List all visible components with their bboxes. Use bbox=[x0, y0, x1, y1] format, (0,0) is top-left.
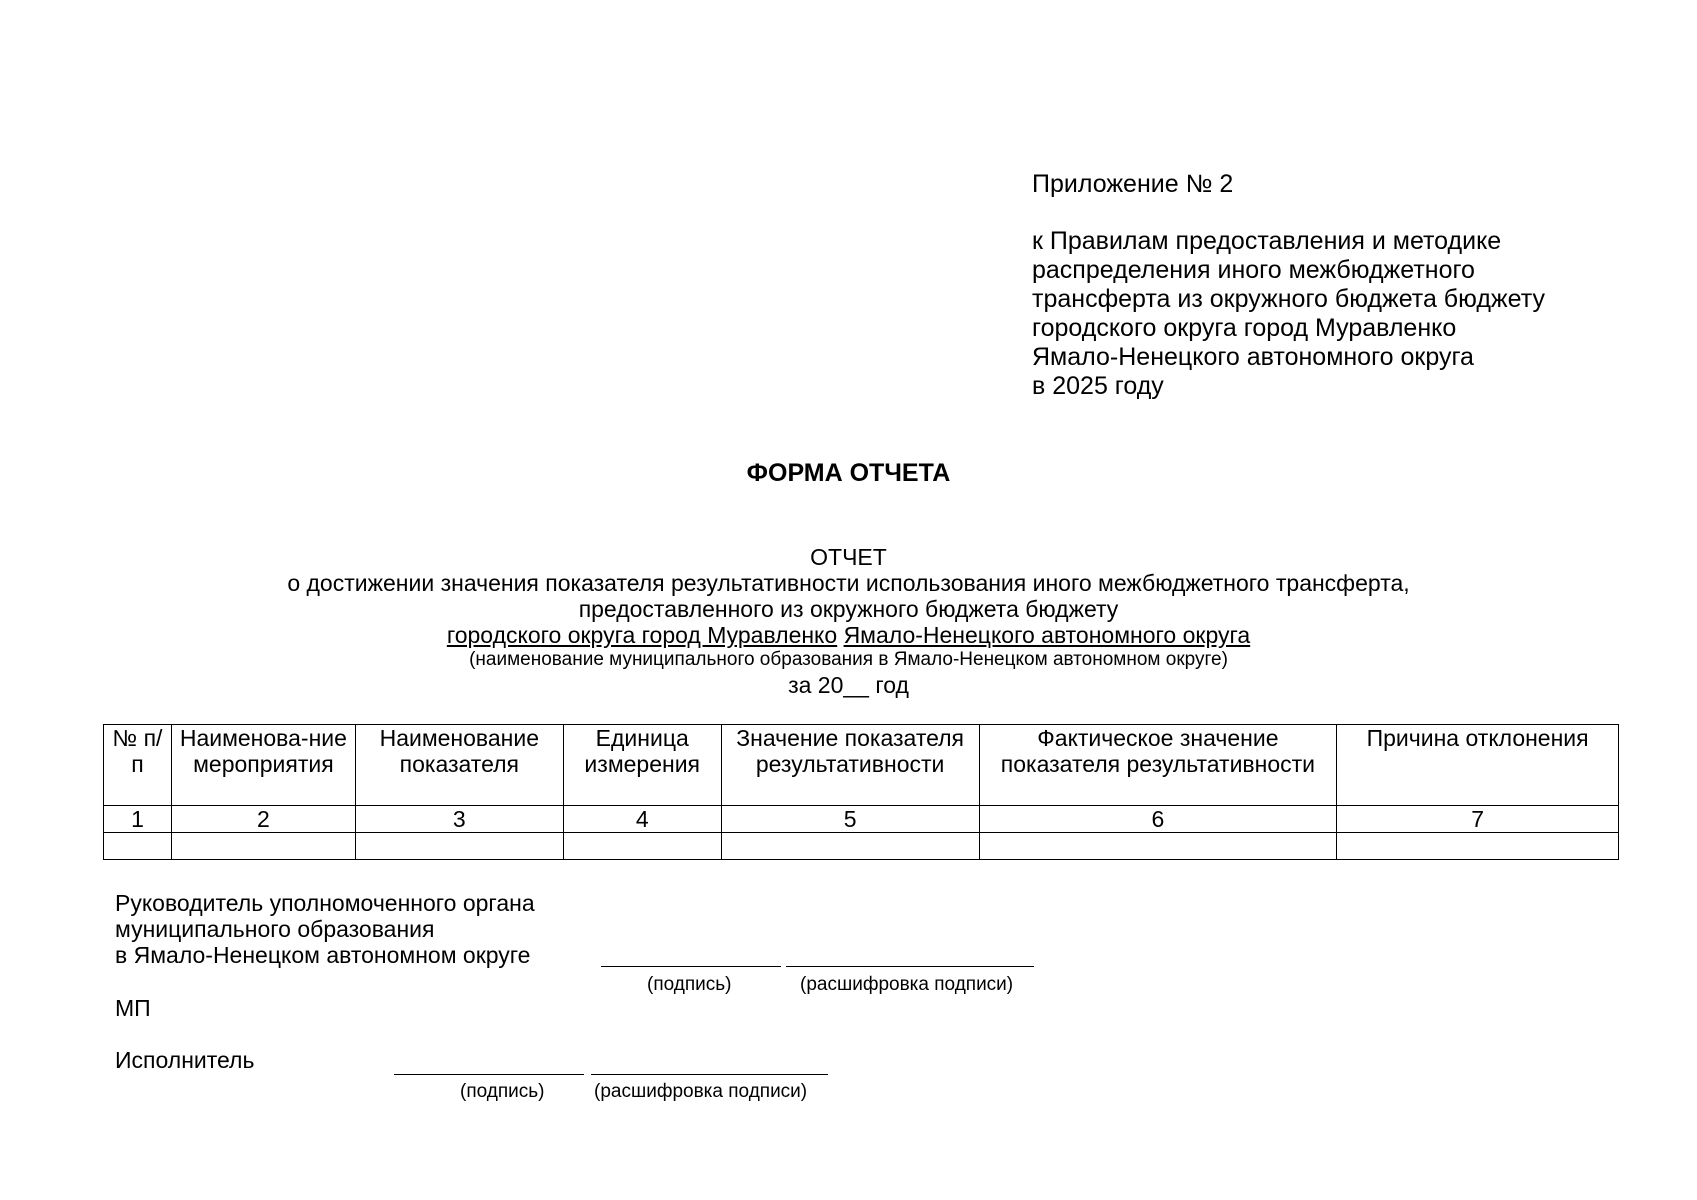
column-number: 5 bbox=[721, 806, 979, 833]
annex-line: в 2025 году bbox=[1032, 372, 1164, 400]
column-number: 4 bbox=[563, 806, 721, 833]
report-period: за 20__ год bbox=[788, 672, 909, 698]
head-label-line: Руководитель уполномоченного органа bbox=[115, 890, 535, 916]
column-header: Фактическое значение показателя результативности bbox=[979, 725, 1337, 806]
report-subject-line2: предоставленного из окружного бюджета бюджету bbox=[578, 596, 1119, 622]
form-title: ФОРМА ОТЧЕТА bbox=[746, 459, 951, 487]
municipality-name-part1: городского округа город Муравленко bbox=[446, 622, 838, 648]
column-header: Наименование показателя bbox=[355, 725, 563, 806]
column-header: Причина отклонения bbox=[1337, 725, 1619, 806]
column-number: 1 bbox=[104, 806, 172, 833]
report-subject-line1: о достижении значения показателя результативности использования иного межбюджетного трансферта, bbox=[287, 570, 1410, 596]
column-number: 7 bbox=[1337, 806, 1619, 833]
executor-label: Исполнитель bbox=[115, 1047, 255, 1073]
column-number: 3 bbox=[355, 806, 563, 833]
annex-line: городского округа город Муравленко bbox=[1032, 314, 1457, 342]
head-signature-caption: (подпись) bbox=[647, 974, 732, 995]
annex-number: Приложение № 2 bbox=[1032, 170, 1234, 198]
head-decipher-caption: (расшифровка подписи) bbox=[800, 974, 1014, 995]
stamp-label: МП bbox=[115, 995, 151, 1021]
column-header: № п/п bbox=[104, 725, 172, 806]
executor-decipher-caption: (расшифровка подписи) bbox=[594, 1081, 808, 1102]
executor-decipher-line[interactable] bbox=[591, 1074, 828, 1075]
annex-line: к Правилам предоставления и методике bbox=[1032, 227, 1502, 255]
column-header: Единица измерения bbox=[563, 725, 721, 806]
head-label-line: муниципального образования bbox=[115, 916, 435, 942]
head-label-line: в Ямало-Ненецком автономном округе bbox=[115, 942, 531, 968]
column-number: 6 bbox=[979, 806, 1337, 833]
column-header: Значение показателя результативности bbox=[721, 725, 979, 806]
annex-line: трансферта из окружного бюджета бюджету bbox=[1032, 285, 1545, 313]
report-title: ОТЧЕТ bbox=[810, 544, 887, 570]
column-header: Наименова-ние мероприятия bbox=[171, 725, 355, 806]
head-signature-line[interactable] bbox=[601, 966, 781, 967]
column-number: 2 bbox=[171, 806, 355, 833]
municipality-name-part2: Ямало-Ненецкого автономного округа bbox=[843, 622, 1251, 648]
executor-signature-caption: (подпись) bbox=[460, 1081, 545, 1102]
annex-line: Ямало-Ненецкого автономного округа bbox=[1032, 343, 1474, 371]
municipality-caption: (наименование муниципального образования в Ямало-Ненецком автономном округе) bbox=[469, 649, 1228, 670]
executor-signature-line[interactable] bbox=[394, 1074, 584, 1075]
annex-line: распределения иного межбюджетного bbox=[1032, 256, 1475, 284]
head-decipher-line[interactable] bbox=[786, 966, 1034, 967]
head-signatory-label bbox=[115, 890, 535, 968]
